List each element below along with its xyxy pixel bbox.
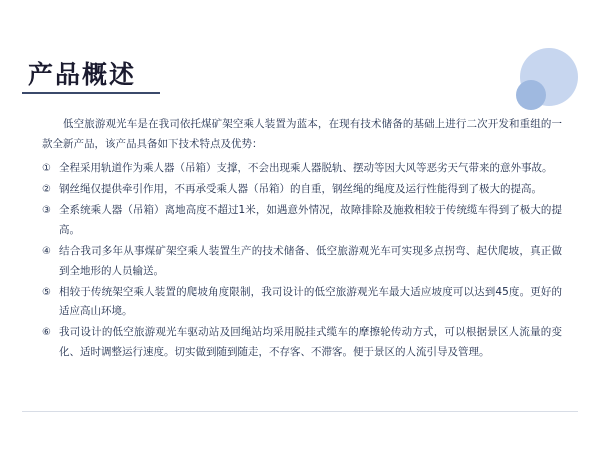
list-item-text: 钢丝绳仅提供牵引作用，不再承受乘人器（吊箱）的自重，钢丝绳的绳度及运行性能得到了极大的提高。: [59, 182, 542, 195]
list-item-text: 相较于传统架空乘人装置的爬坡角度限制，我司设计的低空旅游观光车最大适应坡度可以达到45度。更好的适应高山环境。: [59, 285, 562, 318]
page-title: 产品概述: [28, 60, 137, 89]
list-item-text: 结合我司多年从事煤矿架空乘人装置生产的技术储备、低空旅游观光车可实现多点拐弯、起伏爬坡，真正做到全地形的人员输送。: [59, 244, 562, 277]
list-item: [42, 201, 562, 241]
footer-divider: [22, 411, 578, 412]
feature-list: [42, 159, 562, 363]
list-item-marker: ⑥: [42, 327, 51, 339]
list-item: [42, 323, 562, 363]
decorative-circle-small-icon: [516, 80, 546, 110]
list-item-marker: ②: [42, 183, 51, 195]
decorative-circle-large-icon: [520, 48, 578, 106]
list-item-marker: ①: [42, 162, 51, 174]
slide-body: [42, 115, 562, 364]
list-item-marker: ④: [42, 245, 51, 257]
list-item-text: 我司设计的低空旅游观光车驱动站及回绳站均采用脱挂式缆车的摩擦轮传动方式，可以根据景区人流量的变化、适时调整运行速度。切实做到随到随走，不存客、不滞客。便于景区的人流引导及管理。: [59, 326, 562, 359]
list-item-text: 全系统乘人器（吊箱）离地高度不超过1米，如遇意外情况，故障排除及施救相较于传统缆车得到了极大的提高。: [59, 203, 562, 236]
title-underline: [22, 92, 160, 94]
list-item-text: 全程采用轨道作为乘人器（吊箱）支撑，不会出现乘人器脱轨、摆动等因大风等恶劣天气带来的意外事故。: [59, 161, 553, 174]
list-item: [42, 180, 562, 200]
intro-paragraph: 低空旅游观光车是在我司依托煤矿架空乘人装置为蓝本，在现有技术储备的基础上进行二次开发和重组的一款全新产品，该产品具备如下技术特点及优势：: [42, 118, 562, 150]
list-item-marker: ③: [42, 204, 51, 216]
list-item: [42, 159, 562, 179]
list-item: [42, 242, 562, 282]
list-item-marker: ⑤: [42, 286, 51, 298]
list-item: [42, 283, 562, 323]
